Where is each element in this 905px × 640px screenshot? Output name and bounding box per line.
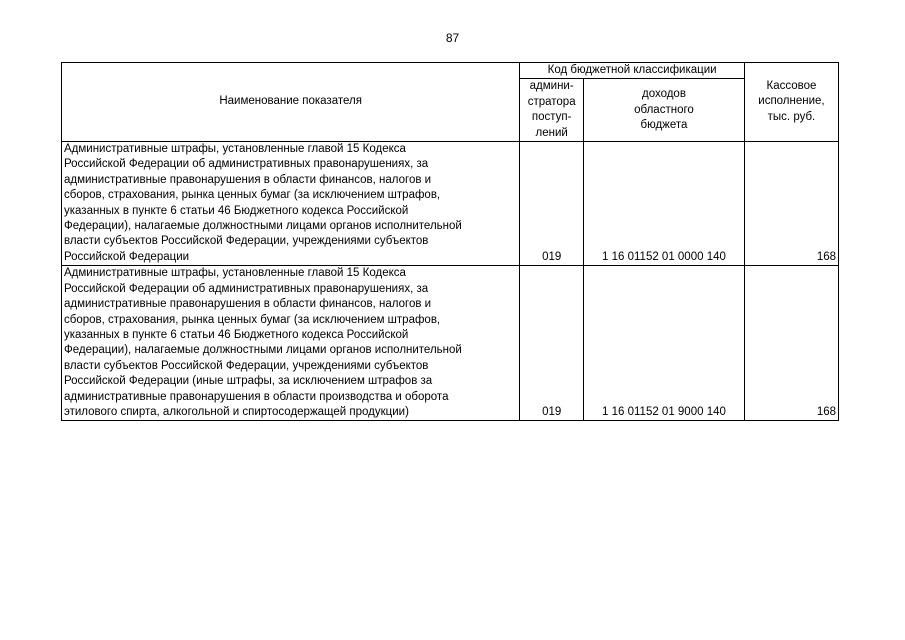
table-row [62, 266, 839, 421]
table-row [62, 142, 839, 266]
indicator-name-cell: Административные штрафы, установленные главой 15 Кодекса Российской Федерации об административных правонарушениях, за административные правонарушения в области финансов, налогов и сборов, страхования, рынка ценных бумаг (за исключением штрафов, указанных в пункте 6 статьи 46 Бюджетного кодекса Российской Федерации), налагаемые должностными лицами органов исполнительной власти субъектов Российской Федерации, учреждениями субъектов Российской Федерации [62, 142, 520, 266]
amount-cell: 168 [744, 266, 838, 421]
page-number: 87 [445, 31, 460, 45]
header-income-code: доходов областного бюджета [584, 79, 745, 142]
administrator-code-cell: 019 [520, 142, 584, 266]
table-body [62, 142, 839, 421]
administrator-code-cell: 019 [520, 266, 584, 421]
table-header [62, 63, 839, 142]
header-administrator-code: админи- стратора поступ- лений [520, 79, 584, 142]
header-cash-execution: Кассовое исполнение, тыс. руб. [744, 63, 838, 142]
income-code-cell: 1 16 01152 01 0000 140 [584, 142, 745, 266]
income-code-cell: 1 16 01152 01 9000 140 [584, 266, 745, 421]
indicator-name-cell: Административные штрафы, установленные главой 15 Кодекса Российской Федерации об административных правонарушениях, за административные правонарушения в области финансов, налогов и сборов, страхования, рынка ценных бумаг (за исключением штрафов, указанных в пункте 6 статьи 46 Бюджетного кодекса Российской Федерации), налагаемые должностными лицами органов исполнительной власти субъектов Российской Федерации, учреждениями субъектов Российской Федерации (иные штрафы, за исключением штрафов за административные правонарушения в области производства и оборота этилового спирта, алкогольной и спиртосодержащей продукции) [62, 266, 520, 421]
header-row-top [62, 63, 839, 79]
header-classification-code: Код бюджетной классификации [520, 63, 745, 79]
budget-execution-table [61, 62, 839, 421]
amount-cell: 168 [744, 142, 838, 266]
header-indicator-name: Наименование показателя [62, 63, 520, 142]
